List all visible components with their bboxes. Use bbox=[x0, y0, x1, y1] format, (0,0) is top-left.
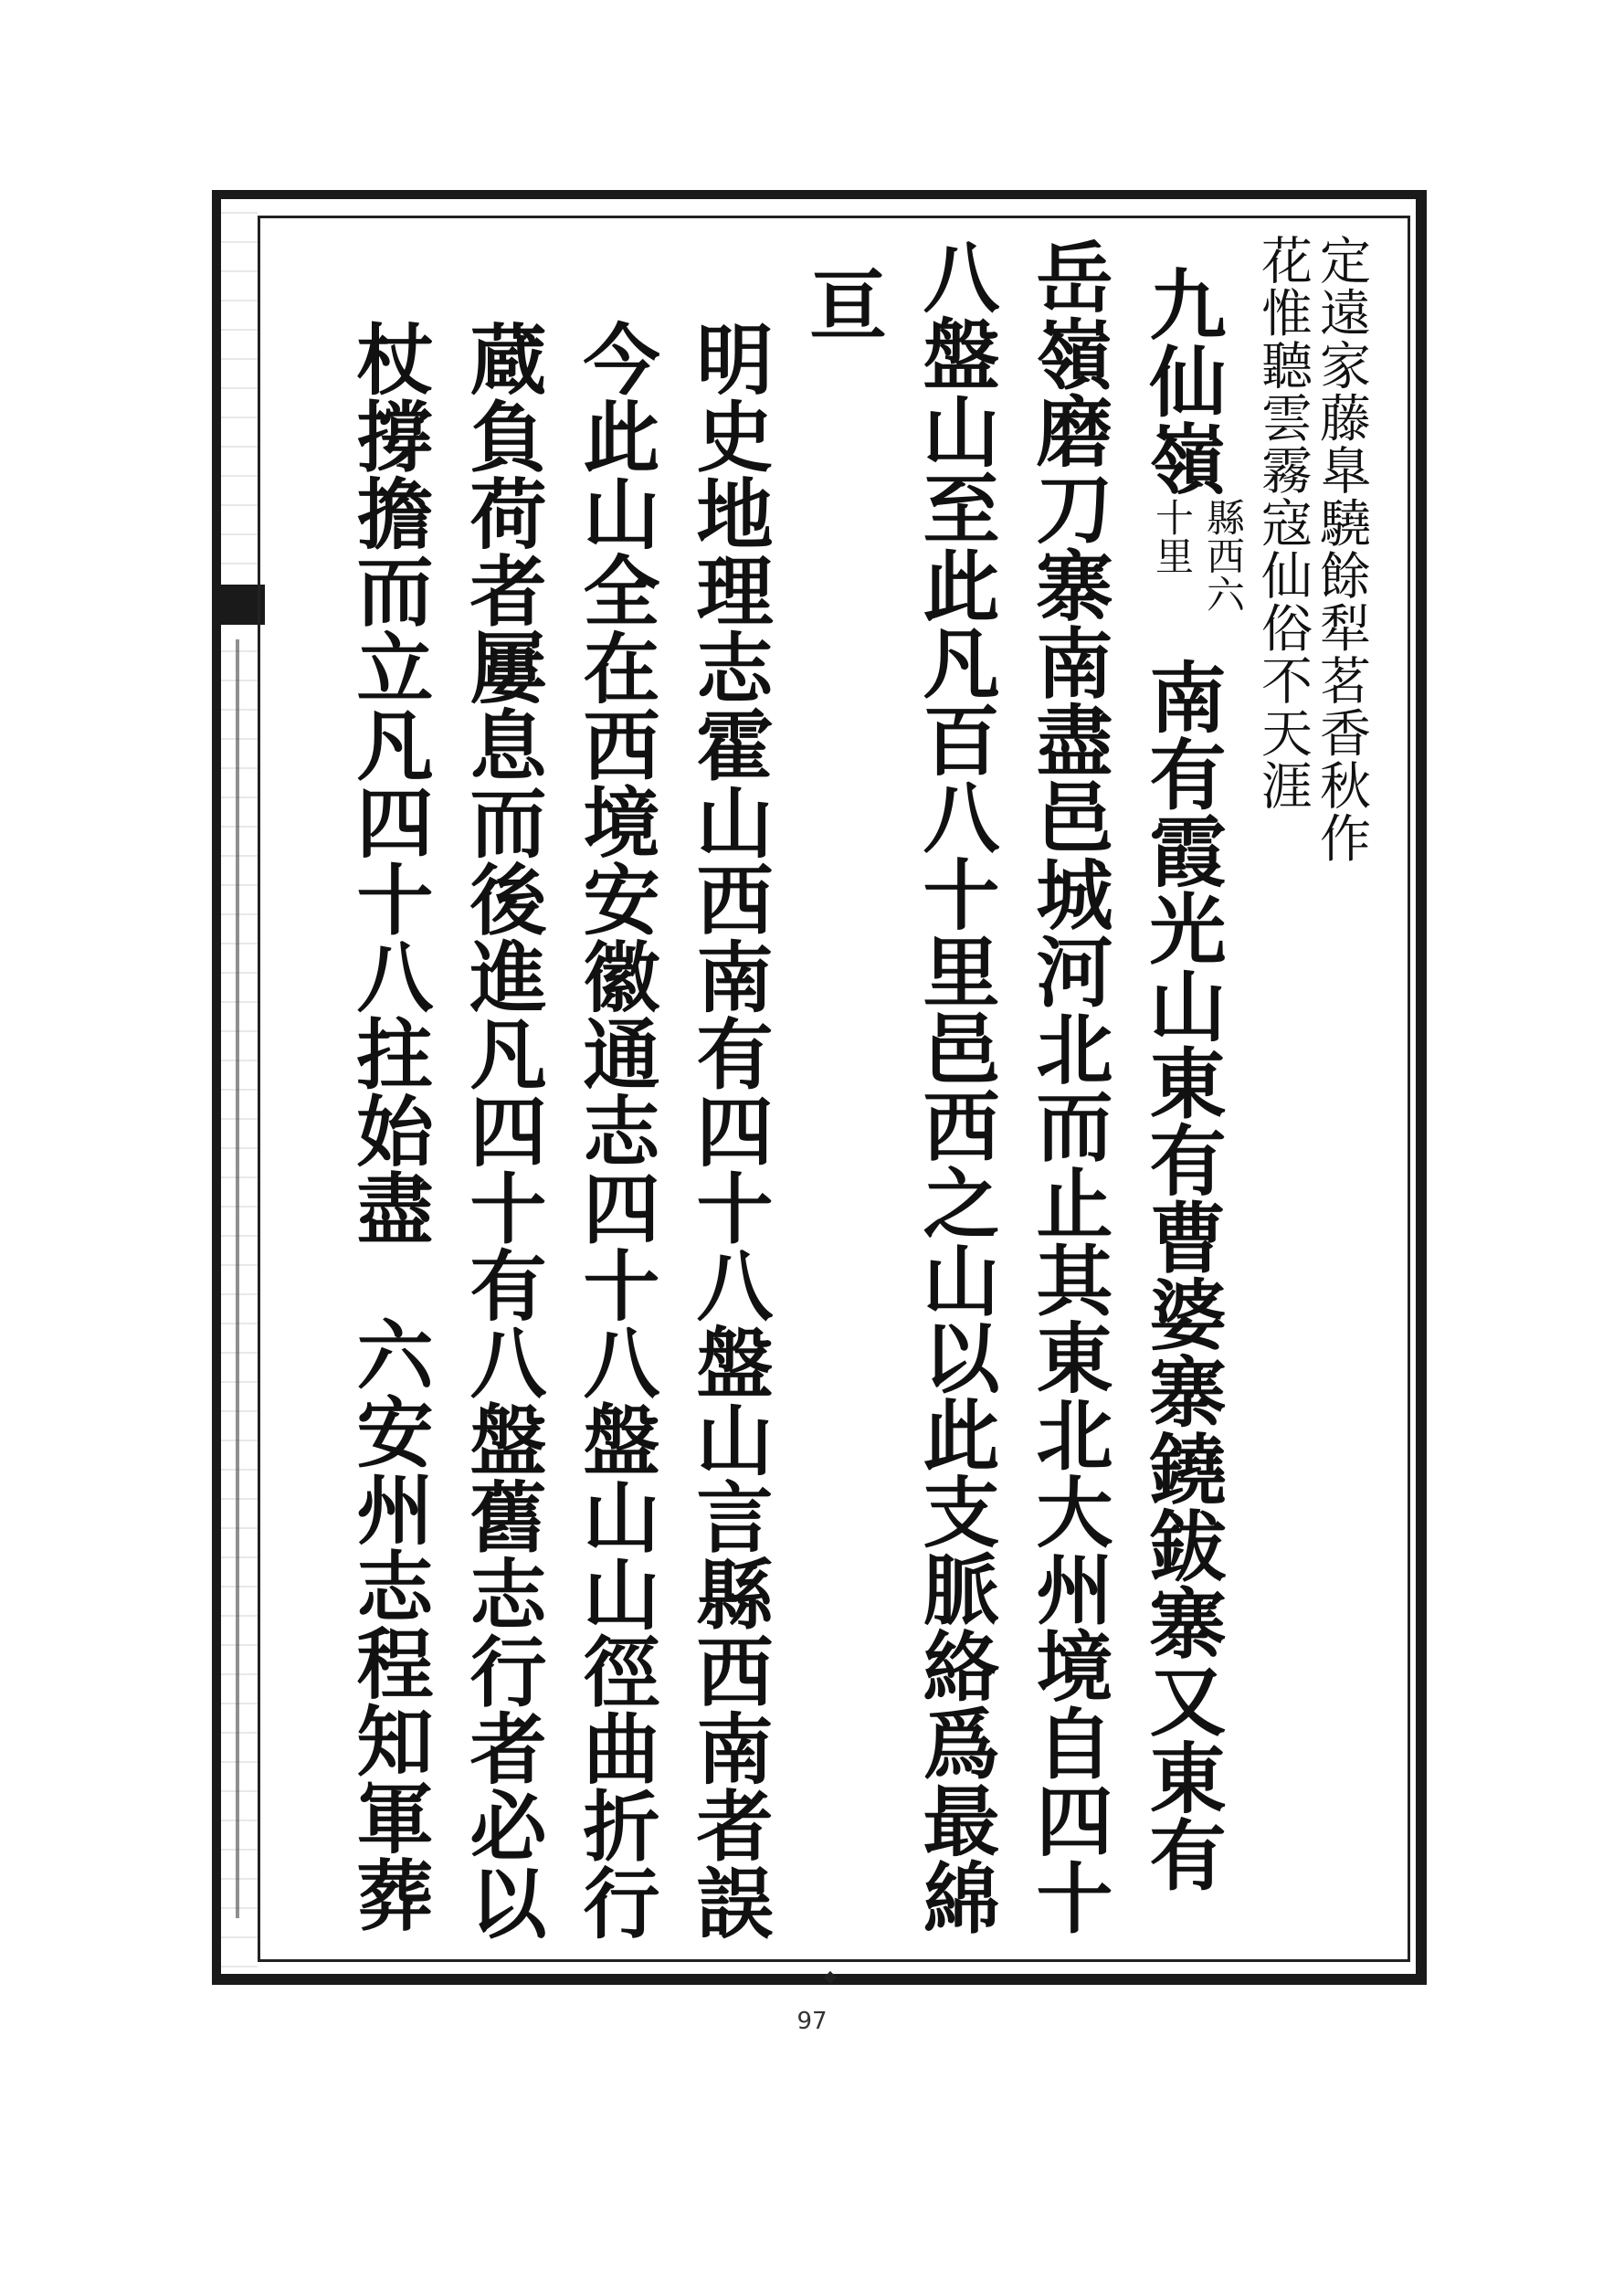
entry-body-line-1-text: 南有霞光山東有曹婆寨鐃鈸寨又東有 bbox=[1137, 658, 1228, 1893]
commentary-line-3 bbox=[458, 320, 548, 1941]
entry-body-line-2-text: 岳嶺磨刀寨南盡邑城河北而止其東北大州境自四十 bbox=[1024, 237, 1114, 1936]
commentary-line-4a bbox=[344, 320, 435, 1246]
entry-note-1 bbox=[1201, 498, 1246, 613]
commentary-line-3-text: 蔵負荷者屢息而後進凡四十有八盤舊志行者必以 bbox=[458, 320, 548, 1941]
entry-heading-column bbox=[1137, 265, 1228, 497]
commentary-line-2-text: 今此山全在西境安徽通志四十八盤山山徑曲折行 bbox=[571, 320, 661, 1941]
commentary-line-4b bbox=[344, 1315, 435, 1933]
entry-note-1-text: 縣西六 bbox=[1201, 498, 1246, 613]
commentary-line-1-text: 明史地理志霍山西南有四十八盤山言縣西南者誤 bbox=[684, 320, 775, 1941]
entry-heading: 九仙嶺 bbox=[1137, 265, 1228, 497]
entry-body-line-3-text: 八盤山至此凡百八十里邑西之山以此支脈絡爲最綿 bbox=[911, 237, 1001, 1936]
page-number: 97 bbox=[796, 2008, 828, 2035]
entry-body-line-4 bbox=[797, 265, 888, 343]
commentary-line-1 bbox=[684, 320, 775, 1941]
commentary-line-2 bbox=[571, 320, 661, 1941]
entry-note-2 bbox=[1150, 498, 1195, 575]
verse-line-1-text: 定遠家藤臯驍餘犁茗香秋作 bbox=[1312, 234, 1371, 864]
entry-body-line-3 bbox=[911, 237, 1001, 1936]
gutter-margin bbox=[221, 199, 258, 1971]
commentary-line-4a-text: 杖撐擔而立凡四十八拄始盡 bbox=[344, 320, 435, 1246]
entry-body-line-4-text: 亘 bbox=[797, 265, 888, 343]
verse-line-2-text: 花惟聽雲霧寇仙俗不天涯 bbox=[1253, 234, 1313, 812]
commentary-line-4b-text: 六安州志程知軍葬 bbox=[344, 1315, 435, 1933]
verse-line-2 bbox=[1253, 234, 1313, 812]
verse-line-1 bbox=[1312, 234, 1371, 864]
entry-note-2-text: 十里 bbox=[1150, 498, 1195, 575]
gutter-line bbox=[236, 639, 239, 1918]
entry-body-line-1 bbox=[1137, 658, 1228, 1893]
entry-body-line-2 bbox=[1024, 237, 1114, 1936]
